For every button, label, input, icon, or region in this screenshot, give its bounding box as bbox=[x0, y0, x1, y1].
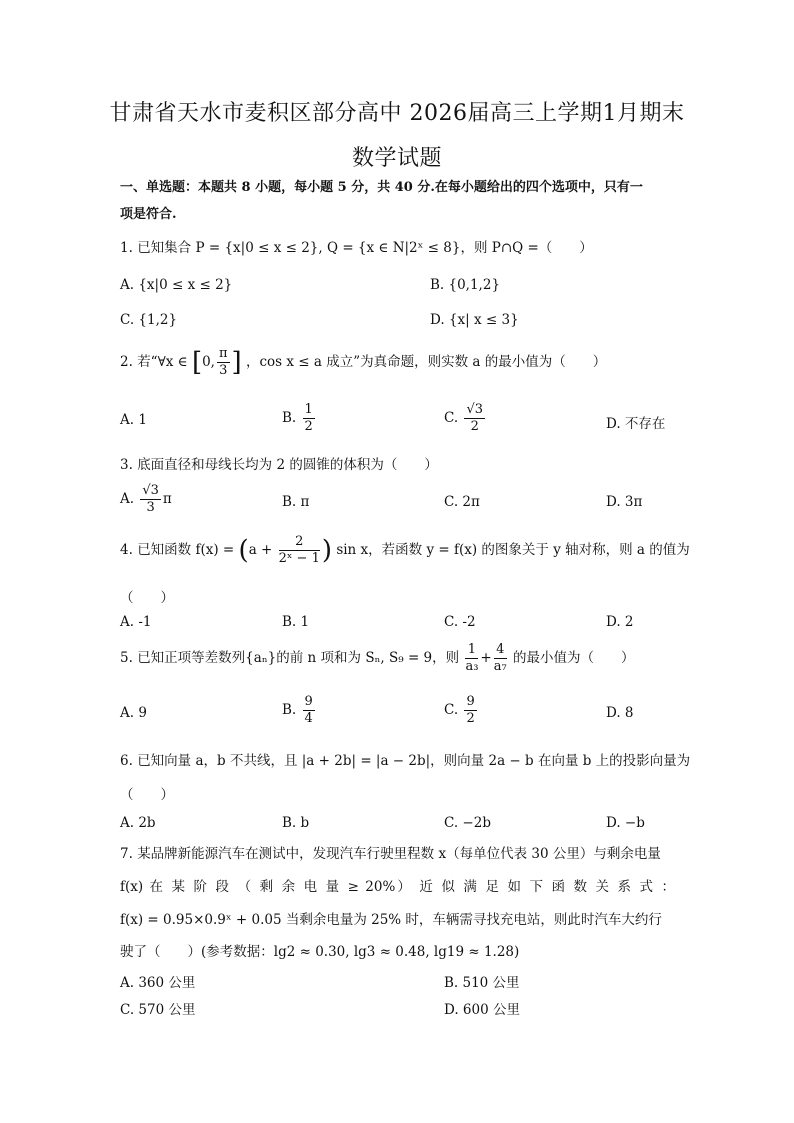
question-text-b: sin x，若函数 y = f(x) 的图象关于 y 轴对称，则 a 的值为 bbox=[336, 542, 690, 558]
fraction-denominator: 3 bbox=[146, 500, 155, 515]
question-text-b: 的最小值为（ ） bbox=[512, 650, 635, 666]
question-7-stem-line2: f(x) 在 某 阶 段 （ 剩 余 电 量 ≥ 20%） 近 似 满 足 如 下 函 数 关 系 式 ： bbox=[120, 879, 675, 895]
paren-close: ) bbox=[321, 535, 333, 566]
fraction-denominator: 3 bbox=[219, 363, 228, 378]
q1-option-d: D. {x| x ≤ 3} bbox=[430, 312, 519, 328]
question-6-paren: （ ） bbox=[120, 787, 174, 803]
q2-option-d: D. 不存在 bbox=[606, 416, 666, 432]
inline-fraction-1 bbox=[465, 642, 478, 675]
question-text: 底面直径和母线长均为 2 的圆锥的体积为（ ） bbox=[137, 457, 438, 473]
fraction-numerator: 1 bbox=[465, 642, 478, 659]
q6-option-c: C. −2b bbox=[444, 815, 491, 831]
q7-option-b: B. 510 公里 bbox=[444, 975, 520, 991]
fraction-numerator: 9 bbox=[466, 694, 475, 709]
option-fraction bbox=[464, 694, 476, 727]
q6-option-d: D. −b bbox=[606, 815, 645, 831]
q2-option-a: A. 1 bbox=[120, 412, 147, 428]
question-text-a2: a + bbox=[248, 542, 273, 558]
fraction-numerator: 2 bbox=[279, 534, 320, 551]
fraction-numerator: π bbox=[218, 346, 228, 361]
question-7-stem-line4: 驶了（ ）(参考数据：lg2 ≈ 0.30, lg3 ≈ 0.48, lg19 ≈ 1.28) bbox=[120, 944, 520, 960]
interval-bracket-close: ] bbox=[231, 347, 242, 378]
q5-option-d: D. 8 bbox=[606, 705, 634, 721]
question-number: 2. bbox=[120, 354, 133, 370]
q7-option-a: A. 360 公里 bbox=[120, 975, 196, 991]
option-tail: π bbox=[162, 491, 172, 507]
question-text-a: 已知函数 f(x) = bbox=[137, 542, 235, 558]
fraction-numerator: 9 bbox=[304, 694, 313, 709]
inline-fraction-2 bbox=[494, 642, 507, 675]
question-4-paren: （ ） bbox=[120, 590, 174, 606]
option-fraction bbox=[303, 694, 315, 727]
q4-option-b: B. 1 bbox=[282, 614, 310, 630]
fraction-denominator: 2 bbox=[470, 419, 479, 434]
q1-option-b: B. {0,1,2} bbox=[430, 277, 501, 293]
question-number: 3. bbox=[120, 457, 133, 473]
question-6-stem bbox=[120, 749, 690, 769]
question-4-stem bbox=[120, 534, 690, 567]
q7-option-c: C. 570 公里 bbox=[120, 1002, 196, 1018]
question-text-a: 已知正项等差数列{aₙ}的前 n 项和为 Sₙ, S₉ = 9，则 bbox=[137, 650, 460, 666]
question-number: 1. bbox=[120, 240, 133, 256]
section-line-1: 一、单选题：本题共 8 小题，每小题 5 分，共 40 分.在每小题给出的四个选项中，只有一 bbox=[120, 180, 643, 195]
section-heading bbox=[120, 174, 680, 228]
interval-fraction bbox=[217, 346, 230, 379]
option-fraction bbox=[303, 402, 315, 435]
question-text: 已知向量 a，b 不共线，且 |a + 2b| = |a − 2b|，则向量 2a − b 在向量 b 上的投影向量为 bbox=[137, 753, 691, 769]
q5-option-b bbox=[282, 694, 317, 727]
question-text-a: 若“∀x ∈ bbox=[137, 354, 188, 370]
plus-sign: + bbox=[480, 650, 492, 666]
fraction-denominator: 2 bbox=[304, 419, 313, 434]
q5-option-c bbox=[444, 694, 479, 727]
question-1-stem bbox=[120, 236, 593, 256]
option-label: C. bbox=[444, 702, 459, 718]
paren-open: ( bbox=[238, 535, 249, 566]
inline-fraction bbox=[279, 534, 320, 567]
question-7-stem-line1 bbox=[120, 842, 661, 862]
q1-option-c: C. {1,2} bbox=[120, 312, 178, 328]
exam-subtitle: 数学试题 bbox=[351, 146, 442, 171]
option-label: A. bbox=[120, 491, 135, 507]
option-fraction bbox=[140, 483, 161, 516]
fraction-denominator: a₇ bbox=[493, 659, 507, 674]
question-number: 5. bbox=[120, 650, 133, 666]
fraction-denominator: a₃ bbox=[465, 659, 479, 674]
q1-option-a: A. {x|0 ≤ x ≤ 2} bbox=[120, 277, 233, 293]
fraction-denominator: 4 bbox=[304, 711, 313, 726]
question-2-stem bbox=[120, 346, 606, 379]
q4-option-d: D. 2 bbox=[606, 614, 634, 630]
q4-option-c: C. -2 bbox=[444, 614, 476, 630]
question-text: 某品牌新能源汽车在测试中，发现汽车行驶里程数 x（每单位代表 30 公里）与剩余电量 bbox=[137, 846, 661, 862]
fraction-numerator: √3 bbox=[466, 402, 483, 417]
q3-option-b: B. π bbox=[282, 494, 310, 510]
question-5-stem bbox=[120, 642, 634, 675]
section-line-2: 项是符合. bbox=[120, 207, 177, 222]
interval-start: 0, bbox=[202, 354, 215, 370]
q4-option-a: A. -1 bbox=[120, 614, 152, 630]
option-fraction bbox=[464, 402, 485, 435]
question-7-stem-line3: f(x) = 0.95×0.9ˣ + 0.05 当剩余电量为 25% 时，车辆需寻找充电站，则此时汽车大约行 bbox=[120, 912, 662, 928]
fraction-numerator: 4 bbox=[494, 642, 507, 659]
q3-option-c: C. 2π bbox=[444, 494, 480, 510]
option-label: B. bbox=[282, 410, 297, 426]
q3-option-a bbox=[120, 483, 172, 516]
q6-option-a: A. 2b bbox=[120, 815, 156, 831]
q2-option-b bbox=[282, 402, 317, 435]
q6-option-b: B. b bbox=[282, 815, 310, 831]
option-label: C. bbox=[444, 410, 459, 426]
fraction-denominator: 2ˣ − 1 bbox=[278, 551, 320, 566]
exam-title: 甘肃省天水市麦积区部分高中 2026届高三上学期1月期末 bbox=[109, 101, 685, 126]
q5-option-a: A. 9 bbox=[120, 705, 147, 721]
q3-option-d: D. 3π bbox=[606, 494, 643, 510]
question-text-b: ，cos x ≤ a 成立”为真命题，则实数 a 的最小值为（ ） bbox=[245, 354, 607, 370]
question-text: 已知集合 P = {x|0 ≤ x ≤ 2}, Q = {x ∈ N|2ˣ ≤ 8}，则 P∩Q =（ ） bbox=[137, 240, 593, 256]
q2-option-c bbox=[444, 402, 487, 435]
fraction-numerator: √3 bbox=[142, 483, 159, 498]
question-number: 7. bbox=[120, 846, 133, 862]
q7-option-d: D. 600 公里 bbox=[444, 1002, 520, 1018]
question-3-stem bbox=[120, 453, 438, 473]
question-number: 6. bbox=[120, 753, 133, 769]
interval-bracket: [ bbox=[191, 347, 203, 378]
fraction-numerator: 1 bbox=[304, 402, 313, 417]
option-label: B. bbox=[282, 702, 297, 718]
question-number: 4. bbox=[120, 542, 133, 558]
fraction-denominator: 2 bbox=[466, 711, 475, 726]
